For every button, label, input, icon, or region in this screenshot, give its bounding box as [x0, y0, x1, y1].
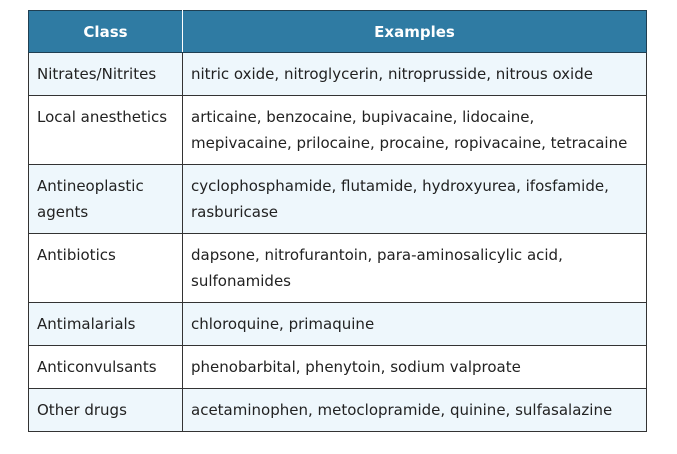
table-row — [29, 234, 647, 303]
examples-cell: dapsone, nitrofurantoin, para-aminosalicylic acid, sulfonamides — [183, 234, 647, 303]
class-cell: Anticonvulsants — [29, 346, 183, 389]
examples-cell: cyclophosphamide, flutamide, hydroxyurea, ifosfamide, rasburicase — [183, 165, 647, 234]
table-row — [29, 346, 647, 389]
class-cell: Nitrates/Nitrites — [29, 53, 183, 96]
table-row — [29, 303, 647, 346]
column-header-examples: Examples — [183, 11, 647, 53]
examples-cell: nitric oxide, nitroglycerin, nitroprusside, nitrous oxide — [183, 53, 647, 96]
table-row — [29, 53, 647, 96]
table-row — [29, 165, 647, 234]
class-cell: Antimalarials — [29, 303, 183, 346]
class-cell: Antibiotics — [29, 234, 183, 303]
table-row — [29, 96, 647, 165]
examples-cell: phenobarbital, phenytoin, sodium valproate — [183, 346, 647, 389]
class-cell: Local anesthetics — [29, 96, 183, 165]
examples-cell: chloroquine, primaquine — [183, 303, 647, 346]
column-header-class: Class — [29, 11, 183, 53]
class-cell: Other drugs — [29, 389, 183, 432]
table-header-row — [29, 11, 647, 53]
examples-cell: articaine, benzocaine, bupivacaine, lidocaine, mepivacaine, prilocaine, procaine, ropivacaine, tetracaine — [183, 96, 647, 165]
table-row — [29, 389, 647, 432]
class-cell: Antineoplastic agents — [29, 165, 183, 234]
examples-cell: acetaminophen, metoclopramide, quinine, sulfasalazine — [183, 389, 647, 432]
drug-class-table — [28, 10, 647, 432]
